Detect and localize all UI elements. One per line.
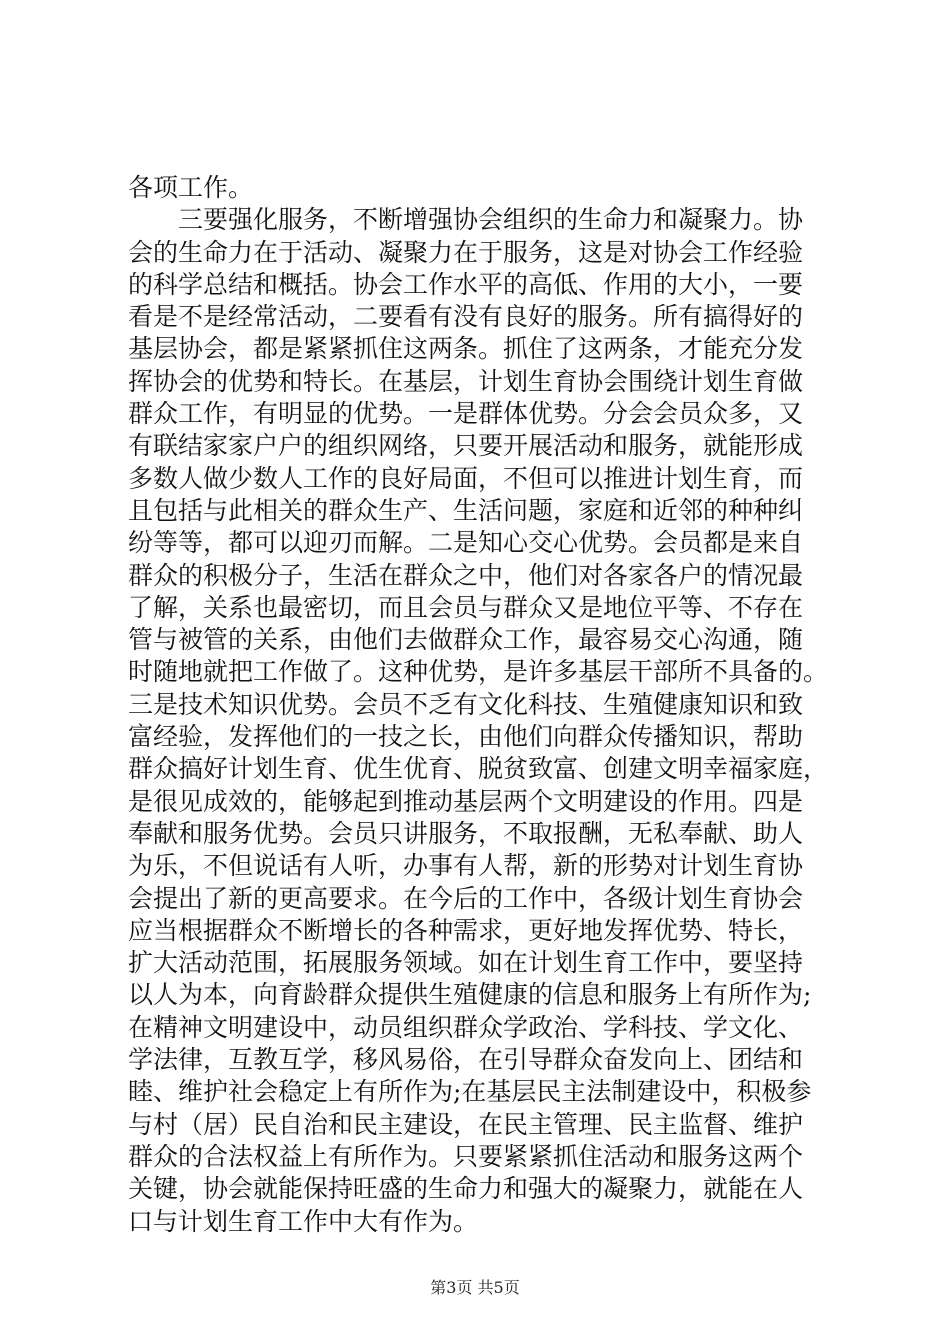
body-text xyxy=(128,172,848,1238)
text-line: 纷等等，都可以迎刃而解。二是知心交心优势。会员都是来自 xyxy=(128,528,804,558)
page-number-footer: 第3页 共5页 xyxy=(430,1278,520,1297)
text-line: 与村（居）民自治和民主建设，在民主管理、民主监督、维护 xyxy=(128,1109,804,1139)
text-line: 扩大活动范围，拓展服务领域。如在计划生育工作中，要坚持 xyxy=(128,948,804,978)
text-line: 睦、维护社会稳定上有所作为;在基层民主法制建设中，积极参 xyxy=(128,1077,812,1107)
text-line: 奉献和服务优势。会员只讲服务，不取报酬，无私奉献、助人 xyxy=(128,818,804,848)
text-line: 群众的合法权益上有所作为。只要紧紧抓住活动和服务这两个 xyxy=(128,1141,804,1171)
text-line: 应当根据群众不断增长的各种需求，更好地发挥优势、特长， xyxy=(128,915,804,945)
text-line: 会提出了新的更高要求。在今后的工作中，各级计划生育协会 xyxy=(128,883,804,913)
text-line: 且包括与此相关的群众生产、生活问题，家庭和近邻的种种纠 xyxy=(128,495,804,525)
text-line: 会的生命力在于活动、凝聚力在于服务，这是对协会工作经验 xyxy=(128,237,804,267)
text-line: 学法律，互教互学，移风易俗，在引导群众奋发向上、团结和 xyxy=(128,1045,804,1075)
text-line: 富经验，发挥他们的一技之长，由他们向群众传播知识，帮助 xyxy=(128,722,804,752)
text-line: 有联结家家户户的组织网络，只要开展活动和服务，就能形成 xyxy=(128,431,804,461)
text-line: 关键，协会就能保持旺盛的生命力和强大的凝聚力，就能在人 xyxy=(128,1174,804,1204)
text-line: 为乐，不但说话有人听，办事有人帮，新的形势对计划生育协 xyxy=(128,851,804,881)
text-line: 口与计划生育工作中大有作为。 xyxy=(128,1206,479,1236)
text-line: 三是技术知识优势。会员不乏有文化科技、生殖健康知识和致 xyxy=(128,689,804,719)
text-line: 各项工作。 xyxy=(128,173,254,202)
text-line: 在精神文明建设中，动员组织群众学政治、学科技、学文化、 xyxy=(128,1012,804,1042)
text-line: 以人为本，向育龄群众提供生殖健康的信息和服务上有所作为; xyxy=(128,980,812,1010)
text-line: 多数人做少数人工作的良好局面，不但可以推进计划生育，而 xyxy=(128,463,804,493)
text-line: 看是不是经常活动，二要看有没有良好的服务。所有搞得好的 xyxy=(128,302,804,332)
text-line: 管与被管的关系，由他们去做群众工作，最容易交心沟通，随 xyxy=(128,625,804,655)
text-line: 三要强化服务，不断增强协会组织的生命力和凝聚力。协 xyxy=(128,205,804,235)
text-line: 时随地就把工作做了。这种优势，是许多基层干部所不具备的。 xyxy=(128,657,829,687)
text-line: 群众搞好计划生育、优生优育、脱贫致富、创建文明幸福家庭， xyxy=(128,754,829,784)
text-line: 群众的积极分子，生活在群众之中，他们对各家各户的情况最 xyxy=(128,560,804,590)
text-line: 挥协会的优势和特长。在基层，计划生育协会围绕计划生育做 xyxy=(128,366,804,396)
text-line: 是很见成效的，能够起到推动基层两个文明建设的作用。四是 xyxy=(128,786,804,816)
text-line: 基层协会，都是紧紧抓住这两条。抓住了这两条，才能充分发 xyxy=(128,334,804,364)
text-line: 的科学总结和概括。协会工作水平的高低、作用的大小，一要 xyxy=(128,269,804,299)
text-line: 了解，关系也最密切，而且会员与群众又是地位平等、不存在 xyxy=(128,592,804,622)
text-line: 群众工作，有明显的优势。一是群体优势。分会会员众多，又 xyxy=(128,399,804,429)
